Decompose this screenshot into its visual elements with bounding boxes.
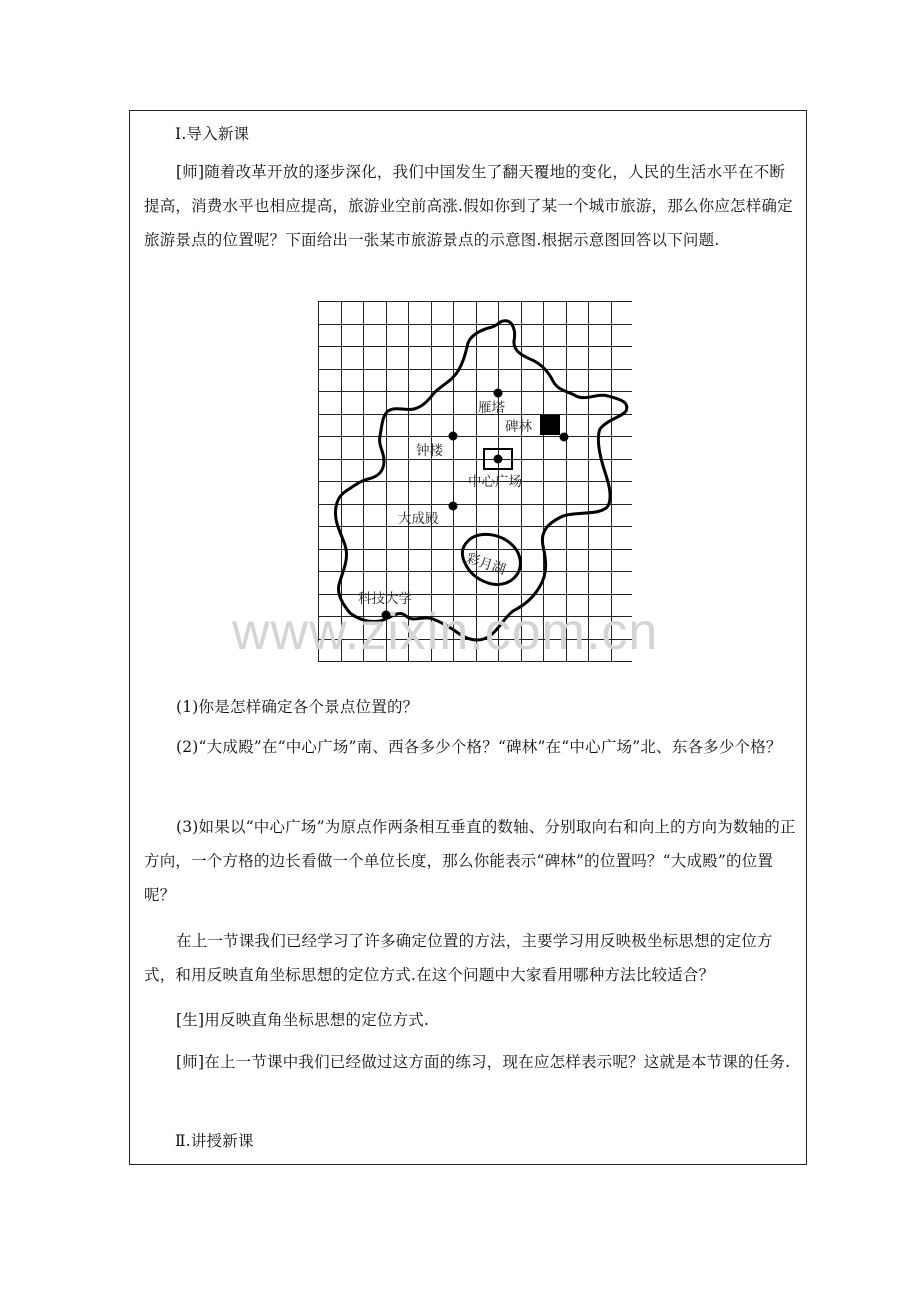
previous-lesson-paragraph: 在上一节课我们已经学习了许多确定位置的方法，主要学习用反映极坐标思想的定位方式，和用反映直角坐标思想的定位方式.在这个问题中大家看用哪种方法比较适合？ [144,932,773,984]
zhongxin-dot [494,455,503,464]
section-heading-lecture: Ⅱ.讲授新课 [175,1132,254,1150]
label-keji: 科技大学 [358,591,412,607]
watermark: www.zixin.com.cn [232,603,659,661]
label-zhongxin: 中心广场 [468,474,522,490]
intro-paragraph: [师]随着改革开放的逐步深化，我们中国发生了翻天覆地的变化，人民的生活水平在不断提高，消费水平也相应提高，旅游业空前高涨.假如你到了某一个城市旅游，那么你应怎样确定旅游景点的位置呢？下面给出一张某市旅游景点的示意图.根据示意图回答以下问题. [144,163,793,249]
student-answer: [生]用反映直角坐标思想的定位方式. [176,1011,430,1029]
section-heading-intro: Ⅰ.导入新课 [175,125,250,143]
zhonglou-dot [449,432,458,441]
question-3: (3)如果以“中心广场”为原点作两条相互垂直的数轴、分别取向右和向上的方向为数轴的正方向，一个方格的边长看做一个单位长度，那么你能表示“碑林”的位置吗？“大成殿”的位置呢？ [144,818,796,904]
question-2: (2)“大成殿”在“中心广场”南、西各多少个格？“碑林”在“中心广场”北、东各多少个格？ [176,738,782,756]
label-beilin: 碑林 [505,419,532,435]
label-caiyuehu: 彩月湖 [463,550,508,579]
label-zhonglou: 钟楼 [416,443,443,459]
teacher-remark: [师]在上一节课中我们已经做过这方面的练习，现在应怎样表示呢？这就是本节课的任务. [176,1053,791,1071]
label-yanta: 雁塔 [478,400,505,416]
yanta-dot [494,389,503,398]
dachengdian-dot [449,502,458,511]
question-1: (1)你是怎样确定各个景点位置的？ [176,698,419,716]
beilin-dot [560,433,569,442]
label-dachengdian: 大成殿 [398,511,439,527]
beilin-marker-square [540,415,560,435]
